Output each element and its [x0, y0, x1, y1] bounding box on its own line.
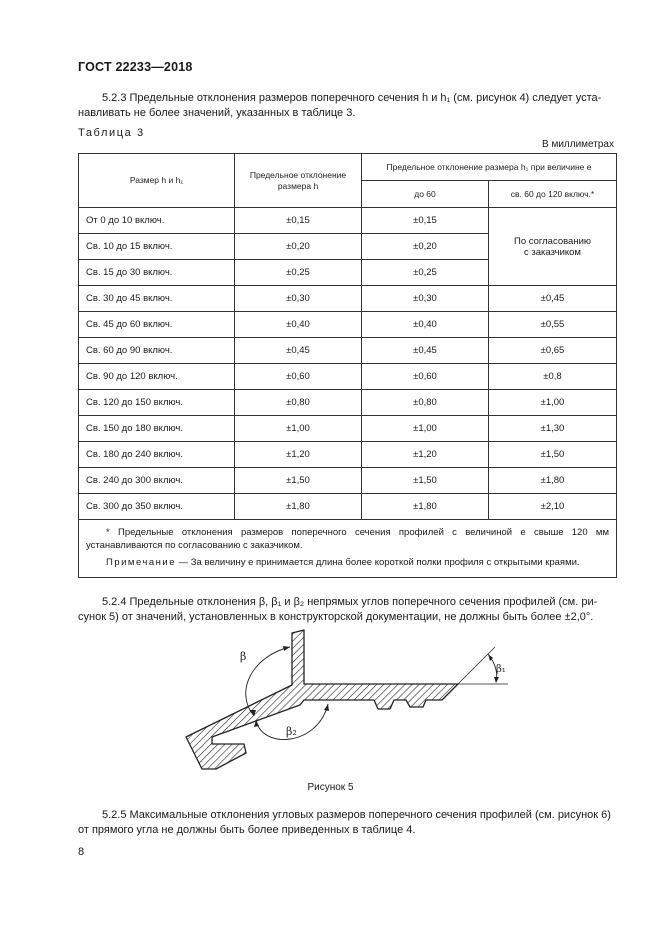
- note-label: Примечание: [106, 557, 176, 568]
- paragraph-line: 5.2.3 Предельные отклонения размеров поперечного сечения h и h₁ (см. рисунок 4) следует уста-: [102, 92, 602, 104]
- table-row: [79, 468, 617, 494]
- table-footnote-row: [79, 520, 617, 578]
- cell-dev-h: ±0,30: [235, 286, 362, 312]
- cell-size-range: Св. 30 до 45 включ.: [79, 286, 235, 312]
- table-row: [79, 494, 617, 520]
- header-size: Размер h и h₁: [79, 154, 235, 208]
- note-text: — За величину e принимается длина более короткой полки профиля с открытыми краями.: [176, 557, 580, 568]
- cell-size-range: Св. 150 до 180 включ.: [79, 416, 235, 442]
- cell-dev-h1-60-120: ±2,10: [489, 494, 617, 520]
- paragraph-line: навливать не более значений, указанных в таблице 3.: [78, 107, 356, 119]
- cell-dev-h1-up-to-60: ±1,50: [362, 468, 489, 494]
- table-row: [79, 312, 617, 338]
- cell-dev-h1-up-to-60: ±0,60: [362, 364, 489, 390]
- cell-dev-h1-60-120: ±1,50: [489, 442, 617, 468]
- label-beta1: β₁: [496, 664, 506, 675]
- cell-dev-h1-up-to-60: ±1,80: [362, 494, 489, 520]
- header-sub-60-120: св. 60 до 120 включ.*: [489, 181, 617, 208]
- cell-dev-h1-up-to-60: ±0,45: [362, 338, 489, 364]
- cell-size-range: Св. 300 до 350 включ.: [79, 494, 235, 520]
- paragraph-line: 5.2.4 Предельные отклонения β, β₁ и β₂ непрямых углов поперечного сечения профилей (см. ри-: [102, 596, 598, 608]
- table-row: [79, 416, 617, 442]
- cell-size-range: Св. 10 до 15 включ.: [79, 234, 235, 260]
- cell-dev-h1-up-to-60: ±0,30: [362, 286, 489, 312]
- table-note: [86, 556, 609, 569]
- cell-dev-h: ±0,15: [235, 208, 362, 234]
- label-beta2: β₂: [286, 725, 297, 738]
- cell-size-range: Св. 180 до 240 включ.: [79, 442, 235, 468]
- cell-size-range: Св. 90 до 120 включ.: [79, 364, 235, 390]
- cell-size-range: Св. 60 до 90 включ.: [79, 338, 235, 364]
- cell-dev-h1-up-to-60: ±0,25: [362, 260, 489, 286]
- cell-size-range: Св. 45 до 60 включ.: [79, 312, 235, 338]
- footnote-text: * Предельные отклонения размеров поперечного сечения профилей с величиной e свыше 120 мм устанавливаются по согласованию с заказчиком.: [86, 527, 609, 551]
- table-row: [79, 390, 617, 416]
- cell-dev-h1-60-120: ±0,45: [489, 286, 617, 312]
- cell-dev-h1-up-to-60: ±0,15: [362, 208, 489, 234]
- header-dev-h1-group: Предельное отклонение размера h₁ при величине e: [362, 154, 617, 181]
- header-dev-h-line2: размера h: [277, 180, 319, 191]
- header-dev-h: [235, 154, 362, 208]
- angle-beta1-arrowhead: [494, 677, 499, 683]
- table-row: [79, 442, 617, 468]
- cell-dev-h1-60-120: ±0,65: [489, 338, 617, 364]
- table-row: [79, 286, 617, 312]
- table-row: [79, 338, 617, 364]
- cell-dev-h: ±1,50: [235, 468, 362, 494]
- angle-beta-arrowhead: [283, 646, 290, 651]
- table-row: [79, 364, 617, 390]
- cell-dev-h1-up-to-60: ±1,00: [362, 416, 489, 442]
- cell-dev-h: ±1,00: [235, 416, 362, 442]
- paragraph-line: от прямого угла не должны быть более приведенных в таблице 4.: [78, 824, 416, 836]
- paragraph-5-2-5: [78, 808, 616, 838]
- header-sub-up-to-60: до 60: [362, 181, 489, 208]
- paragraph-line: 5.2.5 Максимальные отклонения угловых размеров поперечного сечения профилей (см. рисунок 6): [102, 809, 611, 821]
- angle-beta2-arrowhead: [324, 704, 329, 711]
- cell-dev-h: ±1,80: [235, 494, 362, 520]
- cell-dev-h1-60-120: ±0,8: [489, 364, 617, 390]
- table-units: В миллиметрах: [542, 139, 614, 150]
- cell-size-range: Св. 120 до 150 включ.: [79, 390, 235, 416]
- cell-dev-h: ±0,60: [235, 364, 362, 390]
- table-caption: Таблица 3: [78, 127, 145, 139]
- paragraph-line: сунок 5) от значений, установленных в конструкторской документации, не должны быть более ±2,0°.: [78, 611, 594, 623]
- cell-dev-h: ±0,25: [235, 260, 362, 286]
- cell-dev-h1-60-120: ±0,55: [489, 312, 617, 338]
- document-header: ГОСТ 22233—2018: [78, 60, 193, 74]
- cell-dev-h: ±0,45: [235, 338, 362, 364]
- page-number: 8: [78, 846, 85, 858]
- table-row: [79, 208, 617, 234]
- cell-dev-h1-up-to-60: ±0,80: [362, 390, 489, 416]
- profile-cross-section: [186, 630, 458, 769]
- cell-dev-h: ±0,40: [235, 312, 362, 338]
- table-footnote-cell: [79, 520, 617, 578]
- label-beta: β: [240, 650, 247, 663]
- cell-size-range: Св. 240 до 300 включ.: [79, 468, 235, 494]
- merged-note-line: с заказчиком: [524, 246, 581, 258]
- cell-dev-h1-up-to-60: ±0,40: [362, 312, 489, 338]
- cell-dev-h: ±0,20: [235, 234, 362, 260]
- paragraph-5-2-4: [78, 595, 616, 625]
- paragraph-5-2-3: [78, 91, 616, 121]
- cell-size-range: От 0 до 10 включ.: [79, 208, 235, 234]
- cell-dev-h1-up-to-60: ±1,20: [362, 442, 489, 468]
- extension-line: [458, 647, 495, 684]
- cell-dev-h1-up-to-60: ±0,20: [362, 234, 489, 260]
- cell-dev-h: ±1,20: [235, 442, 362, 468]
- merged-note-line: По согласованию: [513, 235, 592, 247]
- cell-size-range: Св. 15 до 30 включ.: [79, 260, 235, 286]
- cell-dev-h1-60-120: ±1,80: [489, 468, 617, 494]
- cell-dev-h1-60-120: ±1,00: [489, 390, 617, 416]
- merged-cell-by-agreement: [489, 208, 617, 286]
- figure-5-profile-drawing: [170, 622, 510, 777]
- cell-dev-h1-60-120: ±1,30: [489, 416, 617, 442]
- figure-caption: Рисунок 5: [307, 782, 354, 793]
- header-dev-h-line1: Предельное отклонение: [249, 169, 347, 180]
- cell-dev-h: ±0,80: [235, 390, 362, 416]
- table-3: [78, 153, 617, 578]
